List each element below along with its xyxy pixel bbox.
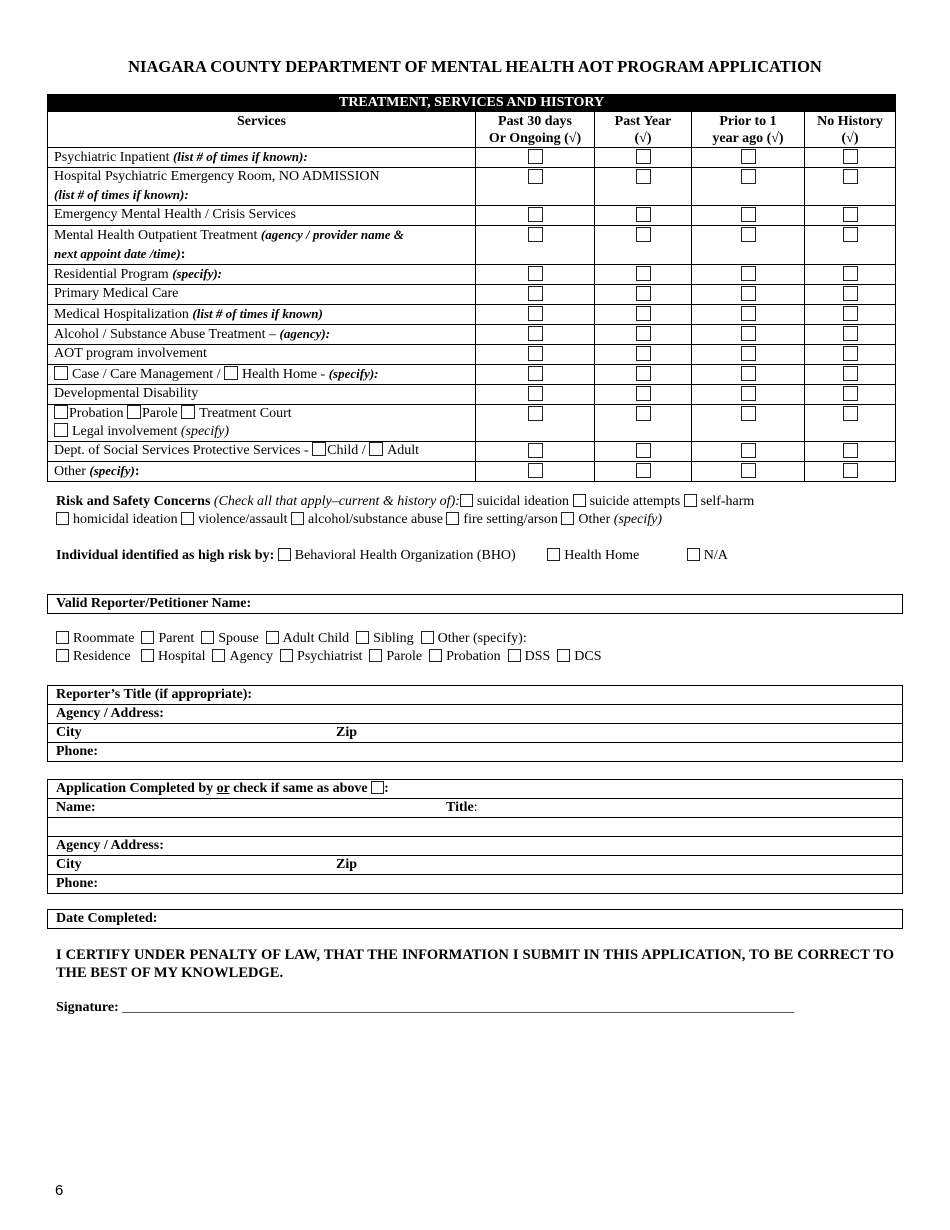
header-pastyear: Past Year (√) — [595, 112, 692, 148]
parent-checkbox[interactable] — [141, 631, 154, 644]
agency-checkbox[interactable] — [212, 649, 225, 662]
sibling-checkbox[interactable] — [356, 631, 369, 644]
service-label: Probation Parole Treatment Court Legal involvement (specify) — [48, 405, 476, 442]
nohistory-checkbox[interactable] — [843, 207, 858, 222]
table-row — [48, 442, 896, 462]
psychiatrist-checkbox[interactable] — [280, 649, 293, 662]
pastyear-checkbox[interactable] — [636, 406, 651, 421]
pastyear-checkbox[interactable] — [636, 266, 651, 281]
pastyear-checkbox[interactable] — [636, 386, 651, 401]
header-past30: Past 30 days Or Ongoing (√) — [476, 112, 595, 148]
past30-checkbox[interactable] — [528, 326, 543, 341]
table-row — [48, 365, 896, 385]
suicidal-ideation-checkbox[interactable] — [460, 494, 473, 507]
signature-label: Signature: — [56, 1000, 123, 1015]
nohistory-checkbox[interactable] — [843, 443, 858, 458]
past30-checkbox[interactable] — [528, 366, 543, 381]
completed-by-name-field[interactable]: Name: Title: — [48, 799, 902, 818]
completed-by-agency-field[interactable]: Agency / Address: — [48, 837, 902, 856]
parole-relationship-checkbox[interactable] — [369, 649, 382, 662]
prior-checkbox[interactable] — [741, 266, 756, 281]
table-row — [48, 345, 896, 365]
prior-checkbox[interactable] — [741, 366, 756, 381]
service-label: Residential Program (specify): — [48, 265, 476, 285]
services-table — [47, 94, 896, 482]
service-label: Medical Hospitalization (list # of times if known) — [48, 305, 476, 325]
pastyear-checkbox[interactable] — [636, 326, 651, 341]
roommate-checkbox[interactable] — [56, 631, 69, 644]
alcohol-substance-checkbox[interactable] — [291, 512, 304, 525]
pastyear-checkbox[interactable] — [636, 346, 651, 361]
prior-checkbox[interactable] — [741, 463, 756, 478]
nohistory-checkbox[interactable] — [843, 149, 858, 164]
prior-checkbox[interactable] — [741, 149, 756, 164]
reporter-title-field[interactable]: Reporter’s Title (if appropriate): — [48, 686, 902, 705]
reporter-name-field[interactable]: Valid Reporter/Petitioner Name: — [48, 595, 902, 614]
risk-line-2: homicidal ideation violence/assault alcohol/substance abuse fire setting/arson Other (specify) — [56, 512, 662, 528]
reporter-agency-field[interactable]: Agency / Address: — [48, 705, 902, 724]
service-label: Alcohol / Substance Abuse Treatment – (agency): — [48, 325, 476, 345]
table-row — [48, 462, 896, 482]
past30-checkbox[interactable] — [528, 386, 543, 401]
residence-checkbox[interactable] — [56, 649, 69, 662]
header-nohistory: No History (√) — [805, 112, 896, 148]
risk-note: (Check all that apply–current & history of): — [210, 494, 460, 509]
nohistory-checkbox[interactable] — [843, 386, 858, 401]
case-management-checkbox[interactable] — [54, 366, 68, 380]
table-banner: TREATMENT, SERVICES AND HISTORY — [48, 95, 896, 112]
nohistory-checkbox[interactable] — [843, 266, 858, 281]
dcs-checkbox[interactable] — [557, 649, 570, 662]
probation-relationship-checkbox[interactable] — [429, 649, 442, 662]
completed-by-phone-field[interactable]: Phone: — [48, 875, 902, 894]
service-label: Emergency Mental Health / Crisis Services — [48, 206, 476, 226]
completed-by-header: Application Completed by or check if same as above : — [48, 780, 902, 799]
past30-checkbox[interactable] — [528, 406, 543, 421]
pastyear-checkbox[interactable] — [636, 306, 651, 321]
risk-line-1: Risk and Safety Concerns (Check all that apply–current & history of): suicidal ideation suicide attempts self-harm — [56, 494, 755, 509]
date-completed-field[interactable]: Date Completed: — [48, 910, 902, 929]
past30-checkbox[interactable] — [528, 463, 543, 478]
same-as-above-checkbox[interactable] — [371, 781, 384, 794]
service-label: Primary Medical Care — [48, 285, 476, 305]
other-relationship-checkbox[interactable] — [421, 631, 434, 644]
past30-checkbox[interactable] — [528, 149, 543, 164]
table-header-row — [48, 112, 896, 148]
past30-checkbox[interactable] — [528, 266, 543, 281]
prior-checkbox[interactable] — [741, 207, 756, 222]
service-label: Hospital Psychiatric Emergency Room, NO ADMISSION (list # of times if known): — [48, 168, 476, 206]
page-number: 6 — [55, 1182, 64, 1199]
past30-checkbox[interactable] — [528, 443, 543, 458]
relationship-line-2: Residence Hospital Agency Psychiatrist Parole Probation DSS DCS — [56, 649, 602, 665]
header-services: Services — [48, 112, 476, 148]
reporter-city-zip-field[interactable]: City Zip — [48, 724, 902, 743]
table-row — [48, 305, 896, 325]
certification-statement: I CERTIFY UNDER PENALTY OF LAW, THAT THE INFORMATION I SUBMIT IN THIS APPLICATION, TO BE CORRECT TO THE BEST OF MY KNOWLEDGE. — [56, 947, 894, 981]
service-label: Developmental Disability — [48, 385, 476, 405]
nohistory-checkbox[interactable] — [843, 406, 858, 421]
adult-child-checkbox[interactable] — [266, 631, 279, 644]
header-prior: Prior to 1 year ago (√) — [692, 112, 805, 148]
past30-checkbox[interactable] — [528, 306, 543, 321]
prior-checkbox[interactable] — [741, 386, 756, 401]
past30-checkbox[interactable] — [528, 207, 543, 222]
table-row — [48, 206, 896, 226]
nohistory-checkbox[interactable] — [843, 306, 858, 321]
treatment-court-checkbox[interactable] — [181, 405, 195, 419]
service-label: Mental Health Outpatient Treatment (agency / provider name & next appoint date /time): — [48, 226, 476, 265]
signature-field[interactable]: ________________________________________________________________________________________________ — [122, 1000, 795, 1015]
high-risk-line: Individual identified as high risk by: Behavioral Health Organization (BHO) Health Home N/A — [56, 548, 728, 563]
pastyear-checkbox[interactable] — [636, 443, 651, 458]
service-label: Case / Care Management / Health Home - (specify): — [48, 365, 476, 385]
table-row — [48, 168, 896, 206]
reporter-details-box — [47, 685, 903, 762]
suicide-attempts-checkbox[interactable] — [573, 494, 586, 507]
reporter-name-box — [47, 594, 903, 614]
health-home-checkbox[interactable] — [224, 366, 238, 380]
past30-checkbox[interactable] — [528, 286, 543, 301]
pastyear-checkbox[interactable] — [636, 169, 651, 184]
prior-checkbox[interactable] — [741, 227, 756, 242]
prior-checkbox[interactable] — [741, 346, 756, 361]
pastyear-checkbox[interactable] — [636, 227, 651, 242]
service-label: AOT program involvement — [48, 345, 476, 365]
service-label: Psychiatric Inpatient (list # of times if known): — [48, 148, 476, 168]
pastyear-checkbox[interactable] — [636, 463, 651, 478]
signature-line — [56, 1000, 794, 1016]
na-checkbox[interactable] — [687, 548, 700, 561]
parole-checkbox[interactable] — [127, 405, 141, 419]
table-row — [48, 405, 896, 442]
table-row — [48, 385, 896, 405]
spouse-checkbox[interactable] — [201, 631, 214, 644]
bho-checkbox[interactable] — [278, 548, 291, 561]
prior-checkbox[interactable] — [741, 406, 756, 421]
table-row — [48, 148, 896, 168]
service-label: Dept. of Social Services Protective Services - Child / Adult — [48, 442, 476, 462]
nohistory-checkbox[interactable] — [843, 346, 858, 361]
past30-checkbox[interactable] — [528, 346, 543, 361]
nohistory-checkbox[interactable] — [843, 227, 858, 242]
pastyear-checkbox[interactable] — [636, 286, 651, 301]
probation-checkbox[interactable] — [54, 405, 68, 419]
past30-checkbox[interactable] — [528, 227, 543, 242]
high-risk-label: Individual identified as high risk by: — [56, 548, 275, 563]
completed-by-blank-field[interactable] — [48, 818, 902, 837]
pastyear-checkbox[interactable] — [636, 149, 651, 164]
relationship-line-1: Roommate Parent Spouse Adult Child Sibling Other (specify): — [56, 631, 527, 647]
date-completed-box — [47, 909, 903, 929]
prior-checkbox[interactable] — [741, 169, 756, 184]
fire-setting-checkbox[interactable] — [446, 512, 459, 525]
completed-by-box — [47, 779, 903, 894]
dss-checkbox[interactable] — [508, 649, 521, 662]
nohistory-checkbox[interactable] — [843, 169, 858, 184]
completed-by-city-zip-field[interactable]: City Zip — [48, 856, 902, 875]
service-label: Other (specify): — [48, 462, 476, 482]
table-row — [48, 325, 896, 345]
page-title: NIAGARA COUNTY DEPARTMENT OF MENTAL HEALTH AOT PROGRAM APPLICATION — [128, 57, 822, 76]
table-row — [48, 265, 896, 285]
violence-assault-checkbox[interactable] — [181, 512, 194, 525]
nohistory-checkbox[interactable] — [843, 463, 858, 478]
risk-label: Risk and Safety Concerns — [56, 494, 211, 509]
risk-other-checkbox[interactable] — [561, 512, 574, 525]
prior-checkbox[interactable] — [741, 306, 756, 321]
self-harm-checkbox[interactable] — [684, 494, 697, 507]
nohistory-checkbox[interactable] — [843, 326, 858, 341]
homicidal-ideation-checkbox[interactable] — [56, 512, 69, 525]
child-checkbox[interactable] — [312, 442, 326, 456]
nohistory-checkbox[interactable] — [843, 286, 858, 301]
reporter-phone-field[interactable]: Phone: — [48, 743, 902, 762]
health-home-risk-checkbox[interactable] — [547, 548, 560, 561]
prior-checkbox[interactable] — [741, 326, 756, 341]
legal-involvement-checkbox[interactable] — [54, 423, 68, 437]
pastyear-checkbox[interactable] — [636, 366, 651, 381]
past30-checkbox[interactable] — [528, 169, 543, 184]
pastyear-checkbox[interactable] — [636, 207, 651, 222]
prior-checkbox[interactable] — [741, 443, 756, 458]
hospital-checkbox[interactable] — [141, 649, 154, 662]
nohistory-checkbox[interactable] — [843, 366, 858, 381]
table-row — [48, 285, 896, 305]
adult-checkbox[interactable] — [369, 442, 383, 456]
table-row — [48, 226, 896, 265]
prior-checkbox[interactable] — [741, 286, 756, 301]
